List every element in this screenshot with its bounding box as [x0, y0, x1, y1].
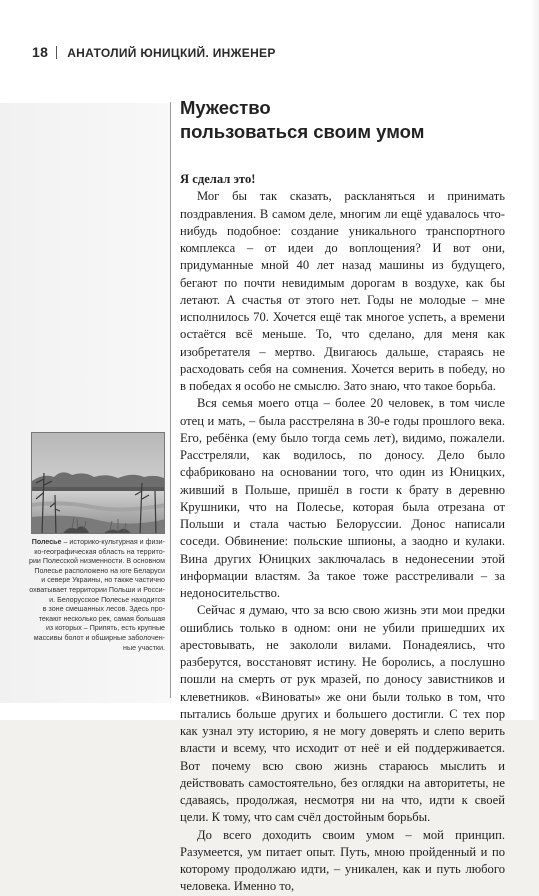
chapter-title-line-1: Мужество: [180, 97, 271, 118]
caption-line: текают несколько рек, самая большая: [38, 614, 165, 623]
page-number: 18: [32, 44, 49, 60]
paragraph: Мог бы так сказать, раскланяться и принимать поздравления. В самом деле, многим ли ещё удавалось что-нибудь подобное: создание уникального транспортного комплекса – от идеи до воплощения? И вот они, придуманные мной 40 лет назад машины из будущего, бегают по почти невидимым дорогам в воздухе, как бы летают. А счастья от этого нет. Годы не молодые – мне исполнилось 70. Хочется ещё так многое успеть, а времени остаётся всё меньше. То, что сделано, для меня как изобретателя – мертво. Двигаюсь дальше, стараясь не расходовать себя на сомнения. Хочется верить в победу, но в победах я особо не смыслю. Зато знаю, что такое борьба.: [180, 189, 505, 393]
running-title: АНАТОЛИЙ ЮНИЦКИЙ. ИНЖЕНЕР: [67, 46, 276, 60]
section-subtitle: Я сделал это!: [180, 172, 256, 186]
polesie-landscape-photo: [31, 432, 165, 534]
photo-caption: [12, 538, 165, 653]
caption-line: Полесье – историко-культурная и физи-: [31, 538, 165, 546]
column-divider: [170, 102, 171, 698]
caption-line: массивы болот и обширные заболочен-: [33, 633, 165, 642]
header-divider: [56, 46, 57, 59]
paragraph: Вся семья моего отца – более 20 человек, в том числе отец и мать, – была расстреляна в 30-е годы прошлого века. Его, ребёнка (ему было тогда семь лет), видимо, пожалели. Расстреляли, как водилось, по доносу. Дело было сфабриковано на основании того, что один из Юницких, живший в Польше, пришёл в гости к брату в деревню Крушники, что на Полесье, которая была отрезана от Польши и стала частью Белоруссии. Донос написали соседи. Обвинение: польские шпионы, а заодно и кулаки. Вина других Юницких заключалась в недонесении этой информации властям. За такое тоже расстреливали – за недоносительство.: [180, 396, 505, 600]
caption-line: Полесье расположено на юге Беларуси: [34, 566, 165, 575]
caption-line: из которых – Припять, есть крупные: [45, 624, 165, 633]
caption-line: и севере Украины, но также частично: [41, 576, 165, 585]
running-header: [32, 44, 276, 60]
paragraph: До всего доходить своим умом – мой принцип. Разумеется, ум питает опыт. Путь, мною пройденный и по которому продолжаю идти, – уникален, как и путь любого человека. Именно то,: [180, 827, 505, 894]
caption-term: Полесье: [31, 538, 62, 546]
caption-line: охватывает территории Польши и Росси-: [29, 585, 165, 594]
caption-line: и. Белорусское Полесье находится: [49, 595, 165, 604]
caption-line: в зоне смешанных лесов. Здесь про-: [42, 605, 165, 614]
chapter-title-line-2: пользоваться своим умом: [180, 121, 425, 142]
caption-line: рии Полесской низменности. В основном: [29, 557, 165, 566]
caption-line: ко-географическая область на террито-: [34, 547, 165, 556]
chapter-title: [180, 96, 510, 144]
paragraph: Сейчас я думаю, что за всю свою жизнь эти мои предки ошиблись только в одном: они не убили пришедших их арестовывать, не закололи вилами. Понадеялись, что разберутся, восстановят истину. Не боролись, а послушно пошли на смерть от рук мразей, по доносу завистников и клеветников. «Виноваты» же они были только в том, что пытались больше других и большего достигли. С тех пор как узнал эту историю, я не могу доверять и слепо верить власти и всему, что исходит от неё и ей поддерживается. Вот почему всю свою жизнь стараюсь мыслить и действовать самостоятельно, без оглядки на авторитеты, не сдаваясь, продолжая, несмотря ни на что, идти к своей цели. К тому, что сам счёл достойным борьбы.: [180, 603, 505, 825]
caption-line: ные участки.: [123, 643, 165, 652]
body-text: [180, 171, 505, 896]
